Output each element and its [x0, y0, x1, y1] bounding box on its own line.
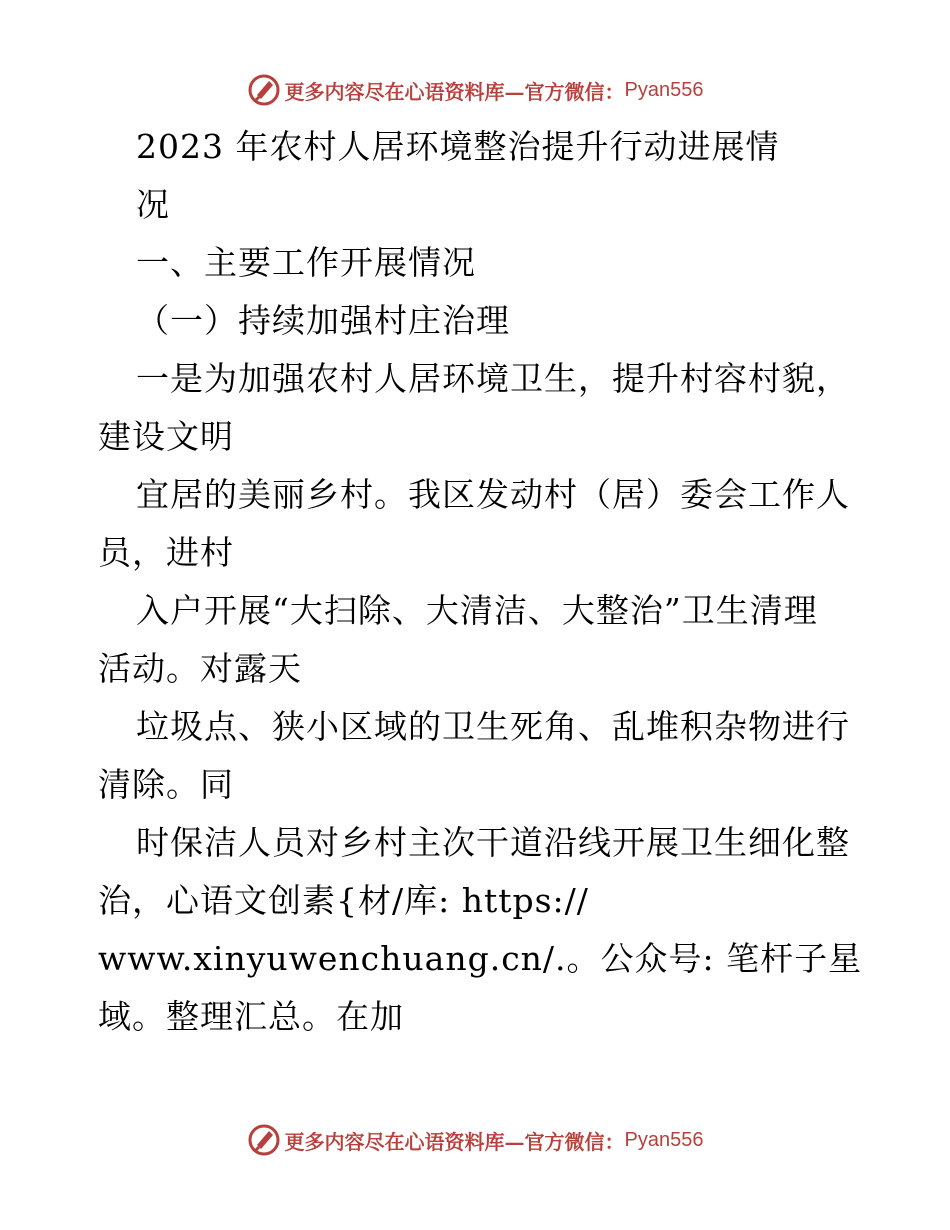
brand-logo-icon: [247, 1123, 281, 1157]
subsection-heading: （一）持续加强村庄治理: [136, 301, 510, 340]
watermark-text: 更多内容尽在心语资料库—官方微信：: [284, 1129, 625, 1154]
paragraph-line: 入户开展“大扫除、大清洁、大整治”卫生清理: [136, 591, 818, 630]
paragraph-line: 建设文明: [98, 417, 234, 456]
paragraph-line: 员，进村: [98, 533, 234, 572]
footer-watermark: [0, 1120, 950, 1160]
paragraph-line: 一是为加强农村人居环境卫生，提升村容村貌，: [136, 359, 850, 398]
paragraph-line: 时保洁人员对乡村主次干道沿线开展卫生细化整: [136, 823, 850, 862]
watermark-wechat-id: Pyan556: [624, 1128, 704, 1151]
paragraph-line: 治，心语文创素{材/库: https://: [98, 881, 589, 920]
watermark-text: 更多内容尽在心语资料库—官方微信：: [284, 79, 625, 104]
paragraph-line: 域。整理汇总。在加: [98, 997, 404, 1036]
paragraph-line: www.xinyuwenchuang.cn/.。公众号: 笔杆子星: [98, 939, 863, 978]
paragraph-line: 垃圾点、狭小区域的卫生死角、乱堆积杂物进行: [136, 707, 850, 746]
paragraph-line: 宜居的美丽乡村。我区发动村（居）委会工作人: [136, 475, 850, 514]
watermark-wechat-id: Pyan556: [624, 78, 704, 101]
document-title-continued: 况: [136, 185, 170, 224]
document-title: 2023 年农村人居环境整治提升行动进展情: [136, 127, 780, 166]
header-watermark: [0, 70, 950, 110]
brand-logo-icon: [247, 73, 281, 107]
paragraph-line: 活动。对露天: [98, 649, 302, 688]
section-heading: 一、主要工作开展情况: [136, 243, 476, 282]
paragraph-line: 清除。同: [98, 765, 234, 804]
